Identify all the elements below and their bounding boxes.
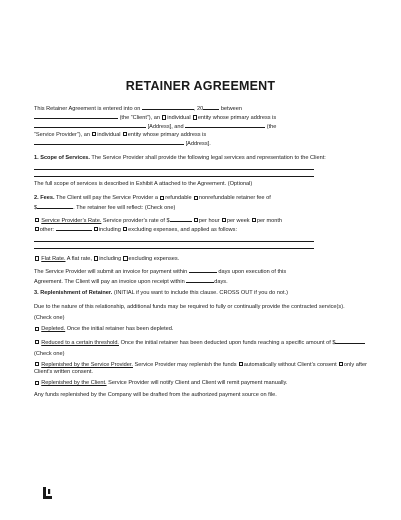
flat-rate-checkbox[interactable]: [35, 256, 39, 260]
other-blank[interactable]: [56, 225, 92, 231]
fees-amount-line: $ . The retainer fee will reflect: (Check one): [34, 204, 176, 211]
invoice-line-2: Agreement. The Client will pay an invoice upon receipt within days.: [34, 278, 228, 285]
replenished-by-provider-checkbox[interactable]: [35, 362, 39, 366]
intro-line-2: (the “Client”), an individual entity whose primary address is: [34, 113, 367, 122]
rate-applied-line-2[interactable]: [34, 242, 314, 250]
replenished-by-client-checkbox[interactable]: [35, 381, 39, 385]
provider-individual-checkbox[interactable]: [92, 132, 96, 136]
replenish-final-note: Any funds replenished by the Company will be drafted from the authorized payment source on file.: [34, 391, 277, 398]
replenished-by-client-option: Replenished by the Client. Service Provider will notify Client and Client will remit payment manually.: [34, 380, 367, 387]
provider-entity-checkbox[interactable]: [123, 132, 127, 136]
other-checkbox[interactable]: [35, 227, 39, 231]
rate-applied-line-1[interactable]: [34, 234, 314, 242]
automatically-checkbox[interactable]: [239, 362, 243, 366]
invoice-days-blank[interactable]: [189, 267, 217, 273]
nonrefundable-checkbox[interactable]: [194, 196, 198, 200]
client-individual-checkbox[interactable]: [162, 115, 166, 119]
replenish-due-text: Due to the nature of this relationship, additional funds may be required to fully or continually provide the contracted service(s).: [34, 304, 345, 311]
check-one-1: (Check one): [34, 315, 65, 322]
section-1-scope: 1. Scope of Services. The Service Provider shall provide the following legal services and representation to the Client:: [34, 155, 326, 162]
rate-amount-blank[interactable]: [170, 216, 192, 222]
refundable-checkbox[interactable]: [160, 196, 164, 200]
payment-days-blank[interactable]: [186, 277, 214, 283]
brand-logo-icon: [43, 487, 52, 499]
provider-address-blank[interactable]: [34, 139, 184, 145]
client-name-blank[interactable]: [34, 113, 118, 119]
scope-line-2[interactable]: [34, 170, 314, 178]
depleted-option: Depleted. Once the initial retainer has been depleted.: [34, 326, 367, 333]
threshold-amount-blank[interactable]: [335, 338, 365, 344]
including-checkbox[interactable]: [94, 227, 98, 231]
intro-line-5: [Address].: [34, 139, 367, 148]
section-3-replenishment: 3. Replenishment of Retainer. (INITIAL if you want to include this clause. CROSS OUT if you do not.): [34, 289, 289, 296]
per-month-checkbox[interactable]: [252, 218, 256, 222]
flat-including-checkbox[interactable]: [94, 256, 98, 260]
check-one-2: (Check one): [34, 350, 65, 357]
client-entity-checkbox[interactable]: [193, 115, 197, 119]
intro-line-4: “Service Provider”), an individual entity whose primary address is: [34, 131, 207, 138]
year-blank[interactable]: [203, 104, 219, 110]
reduced-checkbox[interactable]: [35, 340, 39, 344]
intro-line-3: [Address], and (the: [34, 122, 367, 131]
depleted-checkbox[interactable]: [35, 327, 39, 331]
flat-rate-option: Flat Rate. A flat rate, including excluding expenses.: [34, 256, 367, 263]
scope-line-1[interactable]: [34, 162, 314, 170]
excluding-checkbox[interactable]: [123, 227, 127, 231]
rate-option: Service Provider’s Rate. Service provider’s rate of $ per hour per week per month: [34, 216, 367, 225]
flat-excluding-checkbox[interactable]: [123, 256, 127, 260]
scope-exhibit-note: The full scope of services is described in Exhibit A attached to the Agreement. (Optional): [34, 181, 253, 188]
rate-other-line: other: including excluding expenses, and applied as follows:: [34, 225, 367, 234]
invoice-line-1: The Service Provider will submit an invoice for payment within days upon execution of this: [34, 269, 287, 276]
provider-name-blank[interactable]: [185, 122, 265, 128]
replenished-by-provider-option: Replenished by the Service Provider. Service Provider may replenish the funds automatically without Client’s consent only after Client’s written consent.: [34, 362, 367, 376]
per-week-checkbox[interactable]: [222, 218, 226, 222]
section-2-fees: 2. Fees. The Client will pay the Service Provider a refundable nonrefundable retainer fee of: [34, 195, 271, 202]
retainer-fee-blank[interactable]: [37, 203, 73, 209]
reduced-option: Reduced to a certain threshold. Once the initial retainer has been deducted upon funds reaching a specific amount of $: [34, 338, 367, 347]
date-blank[interactable]: [142, 104, 194, 110]
intro-line-1: This Retainer Agreement is entered into on , 20 between: [34, 106, 242, 112]
per-hour-checkbox[interactable]: [194, 218, 198, 222]
only-after-consent-checkbox[interactable]: [339, 362, 343, 366]
client-address-blank[interactable]: [34, 122, 146, 128]
document-body: [34, 104, 367, 399]
document-title: RETAINER AGREEMENT: [125, 79, 276, 93]
rate-checkbox[interactable]: [35, 218, 39, 222]
